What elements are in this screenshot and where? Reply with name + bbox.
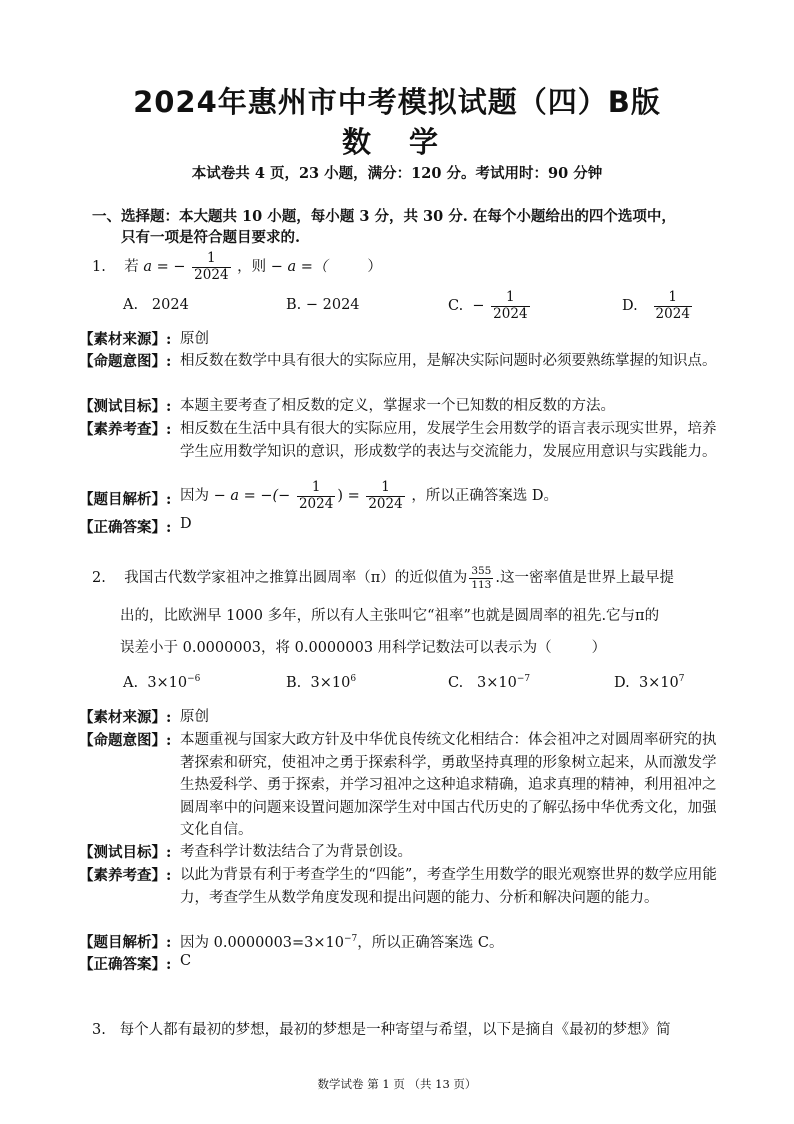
q2-option-a[interactable]: A. $3\times 10^{-6}$ [123,674,201,691]
exam-info: 本试卷共 4 页，23 小题，满分：120 分。考试用时：90 分钟 [191,165,603,182]
exam-title: 2024年惠州市中考模拟试题（四）B版 [133,85,661,119]
q1-answer: D [180,516,192,532]
q2-answer-label: 【正确答案】: [79,956,172,973]
q2-literacy: 以此为背景有利于考查学生的“四能”，考查学生用数学的眼光观察世界的数学应用能力，考查学生从数学角度发现和提出问题的能力、分析和解决问题的能力。 [180,867,717,906]
fraction: $\frac{1}{2024}$ [194,249,229,283]
fraction: $\frac{1}{2024}$ [655,288,690,322]
fraction: $\frac{1}{2024}$ [368,478,403,512]
q1-option-b[interactable]: B. − 2024 [286,297,360,313]
q2-source: 原创 [180,709,209,725]
q1-analysis: 因为 − a = −(− $\frac{1}{2024}$ ) = $\frac{1}{2024}$ ，所以正确答案选 D。 [180,478,559,512]
q1-option-a[interactable]: A. 2024 [123,297,189,313]
question-number: 1. [92,259,106,275]
fraction: $\frac{1}{2024}$ [493,288,528,322]
question-2-line2: 出的，比欧洲早 1000 多年，所以有人主张叫它“祖率”也就是圆周率的祖先.它与π的 [120,608,660,624]
q2-option-b[interactable]: B. $3\times 10^6$ [286,674,357,691]
q2-analysis: 因为 $0.0000003=3\times 10^{-7}$，所以正确答案选 C。 [180,934,504,951]
q1-intent: 相反数在数学中具有很大的实际应用，是解决实际问题时必须要熟练掌握的知识点。 [180,353,717,369]
q1-source-label: 【素材来源】: [79,331,172,348]
q1-goal-label: 【测试目标】: [79,398,172,415]
q2-source-label: 【素材来源】: [79,709,172,726]
q2-answer: C [180,953,192,969]
q1-literacy-label: 【素养考查】: [79,421,172,438]
q2-goal-label: 【测试目标】: [79,844,172,861]
q1-option-c[interactable]: C. − $\frac{1}{2024}$ [448,288,528,322]
q2-literacy-label: 【素养考查】: [79,867,172,884]
q2-intent-label: 【命题意图】: [79,732,172,749]
question-number: 3. [92,1022,106,1038]
section-heading-line2: 只有一项是符合题目要求的. [121,229,301,246]
question-3-line1: 3. 每个人都有最初的梦想，最初的梦想是一种寄望与希望，以下是摘自《最初的梦想》简 [92,1022,671,1038]
q2-analysis-label: 【题目解析】: [79,934,172,951]
q1-goal: 本题主要考查了相反数的定义，掌握求一个已知数的相反数的方法。 [180,398,615,414]
q1-source: 原创 [180,331,209,347]
subject-title: 数 学 [341,125,453,159]
question-number: 2. [92,570,106,586]
question-1-stem: 1. 若 a = − $\frac{1}{2024}$ ，则 − a =（ ） [92,249,382,283]
question-2-line3: 误差小于 0.0000003，将 0.0000003 用科学记数法可以表示为（ ） [120,640,607,656]
q2-goal: 考查科学计数法结合了为背景创设。 [180,844,412,860]
q1-literacy: 相反数在生活中具有很大的实际应用，发展学生会用数学的语言表示现实世界，培养学生应用数学知识的意识，形成数学的表达与交流能力，发展应用意识与实践能力。 [180,421,717,460]
page-footer: 数学试卷 第 1 页 （共 13 页） [317,1077,477,1091]
q2-option-c[interactable]: C. $3\times 10^{-7}$ [448,674,531,691]
q1-analysis-label: 【题目解析】: [79,491,172,508]
fraction: $\frac{355}{113}$ [471,565,492,591]
section-heading-line1: 一、选择题：本大题共 10 小题，每小题 3 分，共 30 分. 在每个小题给出的四个选项中， [92,208,676,225]
q1-answer-label: 【正确答案】: [79,519,172,536]
fraction: $\frac{1}{2024}$ [298,478,334,512]
q2-option-d[interactable]: D. $3\times 10^7$ [614,674,685,691]
q1-option-d[interactable]: D. $\frac{1}{2024}$ [622,288,690,322]
question-2-line1: 2. 我国古代数学家祖冲之推算出圆周率（π）的近似值为 $\frac{355}{113}$ .这一密率值是世界上最早提 [92,565,674,591]
q2-intent: 本题重视与国家大政方针及中华优良传统文化相结合：体会祖冲之对圆周率研究的执著探索和研究，使祖冲之勇于探索科学，勇敢坚持真理的形象树立起来，从而激发学生热爱科学、勇于探索，并学习祖冲之这种追求精确，追求真理的精神，利用祖冲之圆周率中的问题来设置问题加深学生对中国古代历史的了解弘扬中华优秀文化，加强文化自信。 [180,732,717,838]
q1-intent-label: 【命题意图】: [79,353,172,370]
